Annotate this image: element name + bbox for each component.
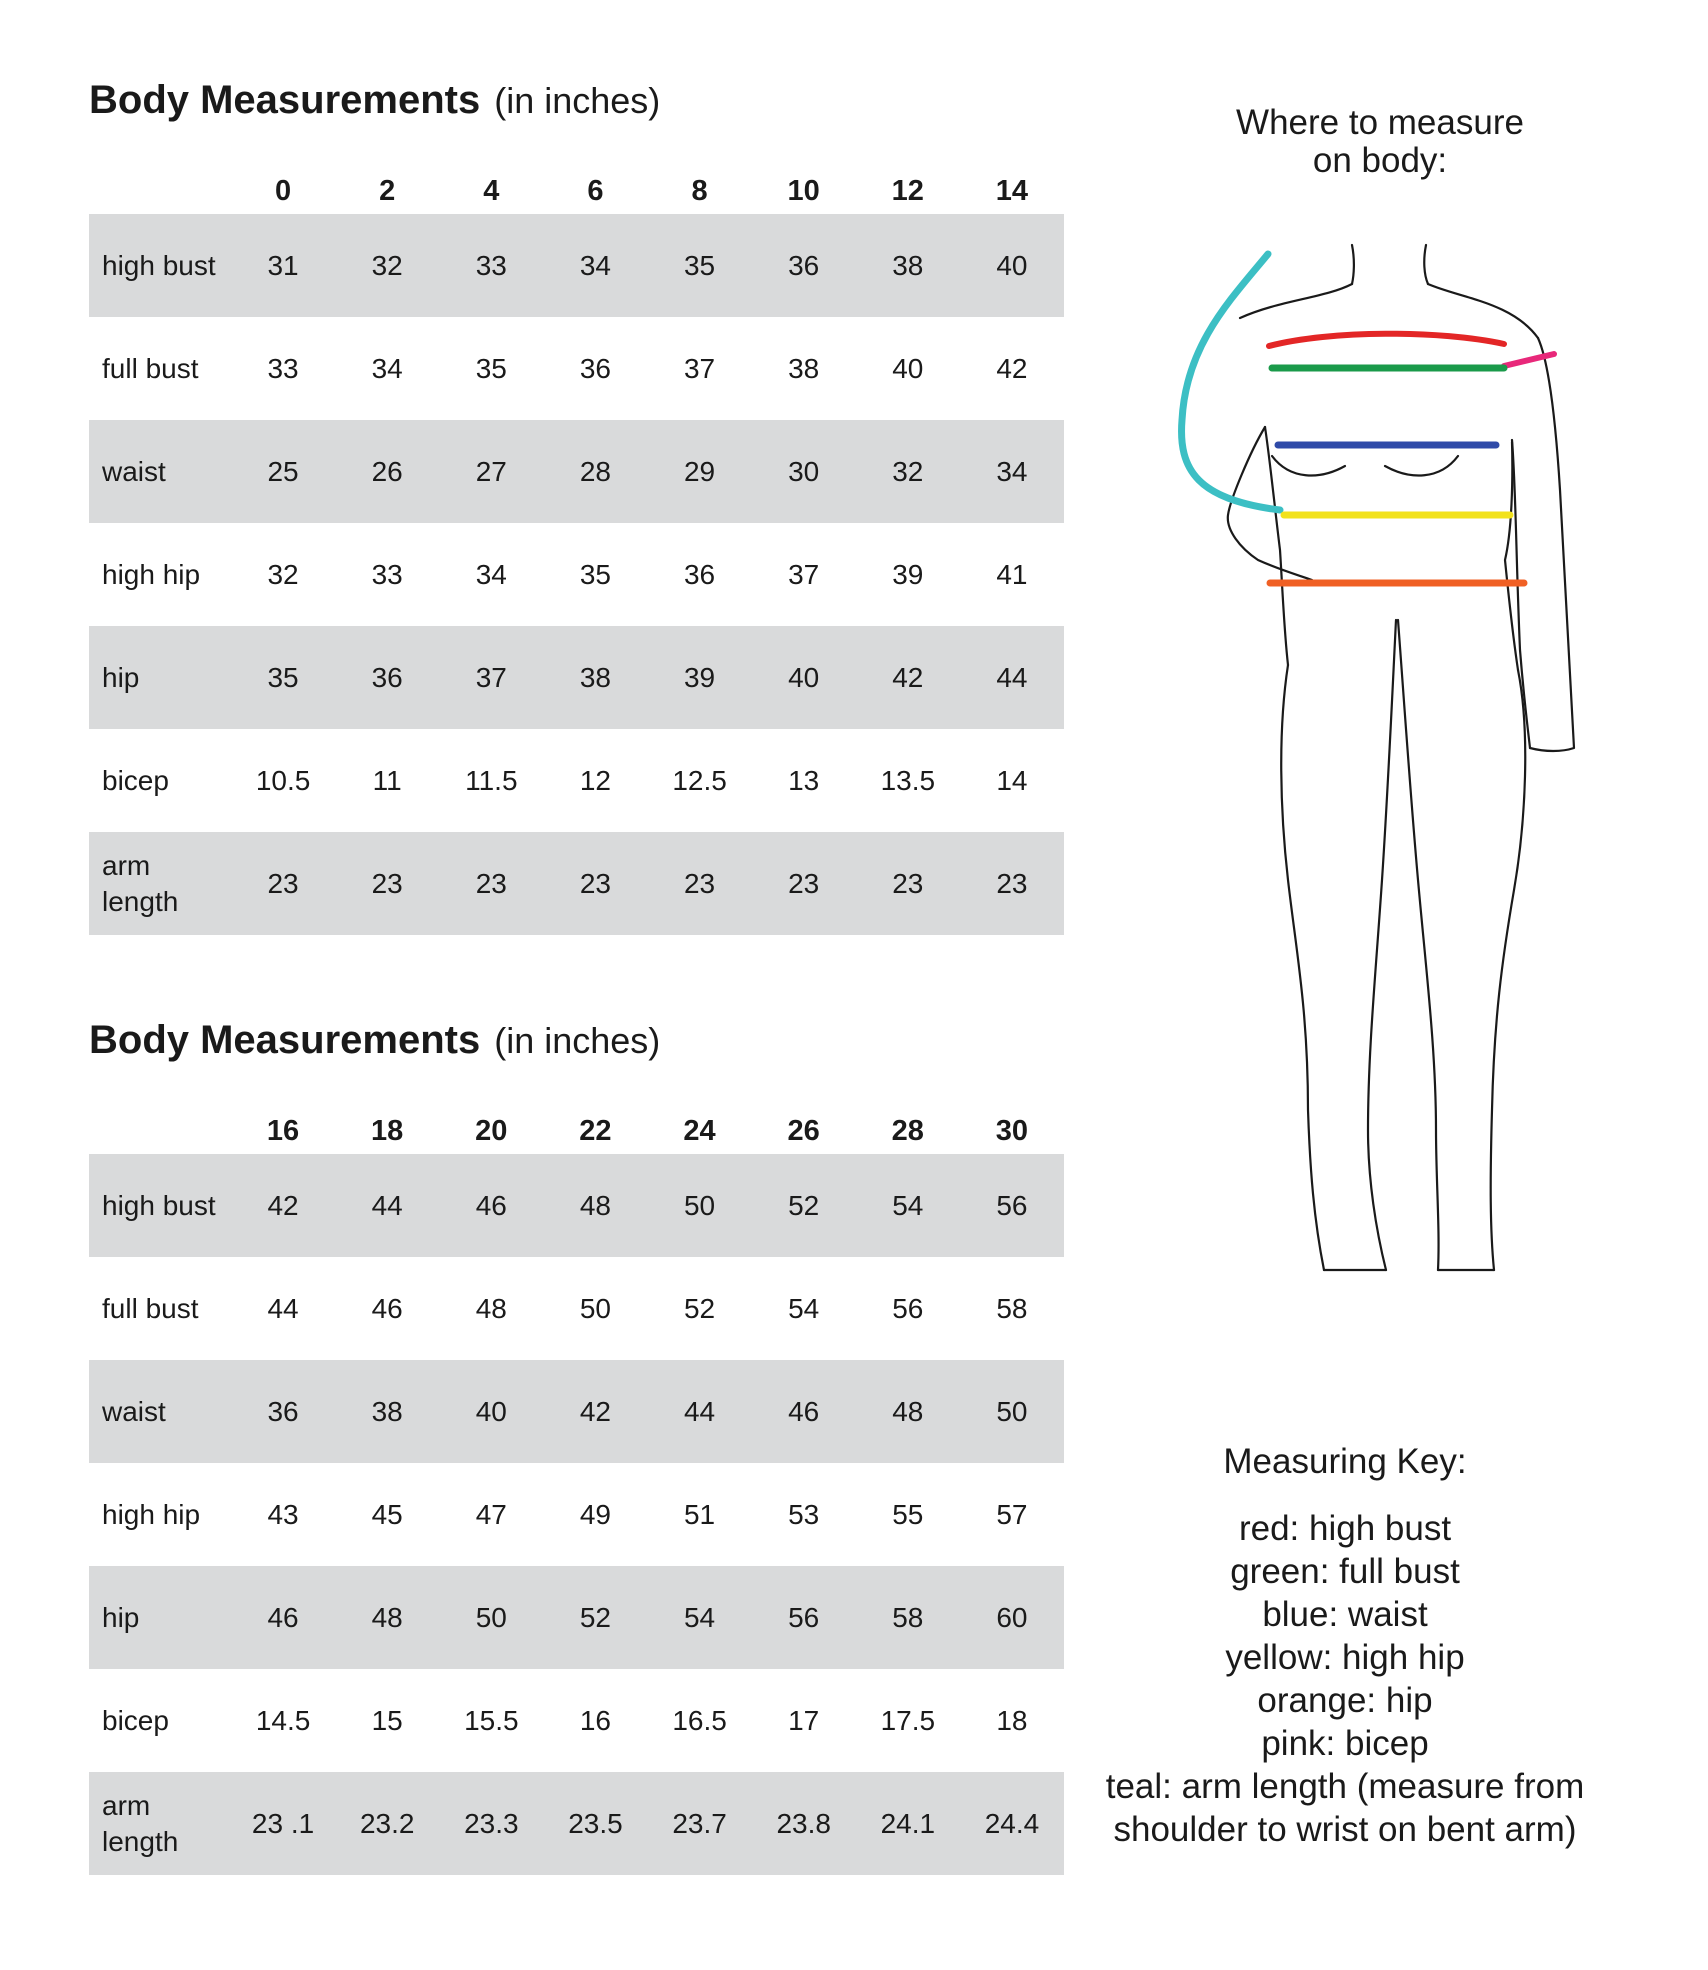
size-header: 2 [379,175,396,207]
cell-value: 56 [752,1566,856,1669]
cell-value: 38 [543,626,647,729]
cell-value: 40 [752,626,856,729]
size-header-row [89,144,1064,214]
cell-value: 58 [996,1292,1028,1324]
cell-value: 46 [752,1360,856,1463]
cell-value: 23 [543,832,647,935]
row-label [89,420,231,523]
cell-value: 56 [960,1154,1064,1257]
row-label [89,1566,231,1669]
body-figure [1100,230,1640,1370]
cell-value: 50 [579,1292,612,1324]
size-header: 12 [891,175,924,207]
cell-value: 16 [579,1704,612,1736]
cell-value: 25 [231,420,335,523]
cell-value: 39 [648,626,752,729]
cell-value: 51 [683,1498,716,1530]
table-row [89,1772,1064,1875]
table-row [89,832,1064,935]
cell-value: 48 [475,1292,507,1324]
cell-value: 35 [231,626,335,729]
row-label [89,214,231,317]
cell-value: 38 [856,214,960,317]
cell-value: 56 [892,1292,924,1324]
key-title: Measuring Key: [1223,1442,1467,1481]
cell-value: 42 [996,352,1028,384]
row-label-text: full bust [102,352,199,384]
table-row [89,214,1064,317]
cell-value: 23.7 [648,1772,752,1875]
cell-value: 33 [371,558,403,590]
cell-value: 35 [475,352,507,384]
cell-value: 34 [960,420,1064,523]
cell-value: 23 .1 [231,1772,335,1875]
cell-value: 57 [996,1498,1028,1530]
cell-value: 23 [439,832,543,935]
row-label-text: high bust [102,1189,216,1221]
cell-value: 40 [960,214,1064,317]
cell-value: 37 [683,352,716,384]
neck-right-line [1424,245,1428,284]
cell-value: 32 [335,214,439,317]
key-item-pink: pink: bicep [1261,1724,1429,1763]
row-label [89,626,231,729]
cell-value: 23 [856,832,960,935]
diagram-title-line-2: on body: [1312,141,1448,180]
cell-value: 32 [267,558,299,590]
table-row [89,1463,1064,1566]
cell-value: 11.5 [465,764,518,796]
size-table-1 [89,78,1064,935]
measurements-table [89,144,1064,935]
cell-value: 36 [231,1360,335,1463]
row-label [89,1360,231,1463]
cell-value: 42 [856,626,960,729]
right-leg-outer [1491,670,1526,1270]
cell-value: 50 [960,1360,1064,1463]
size-header: 30 [995,1115,1029,1147]
row-label [89,317,231,420]
table-row [89,1360,1064,1463]
key-item-red: red: high bust [1238,1509,1452,1548]
cell-value: 15.5 [464,1704,519,1736]
table-row [89,1566,1064,1669]
high-bust-line [1269,334,1504,346]
cell-value: 45 [371,1498,403,1530]
cell-value: 30 [752,420,856,523]
cell-value: 60 [960,1566,1064,1669]
cell-value: 31 [231,214,335,317]
cell-value: 23 [335,832,439,935]
row-label-text: waist [102,455,166,487]
cell-value: 41 [996,558,1028,590]
cell-value: 18 [996,1704,1028,1736]
cell-value: 39 [892,558,924,590]
cell-value: 33 [267,352,299,384]
cell-value: 37 [439,626,543,729]
cell-value: 17.5 [880,1704,936,1736]
cell-value: 37 [788,558,820,590]
table-title-unit: (in inches) [494,80,661,121]
size-header: 8 [691,175,708,207]
table-title-main: Body Measurements [89,1018,481,1062]
row-label-text: waist [102,1395,166,1427]
row-label-text: arm length [102,849,179,917]
cell-value: 38 [788,352,820,384]
cell-value: 10.5 [255,764,311,796]
cell-value: 23 [960,832,1064,935]
cell-value: 27 [439,420,543,523]
cell-value: 14.5 [255,1704,311,1736]
cell-value: 28 [543,420,647,523]
diagram-title [1175,104,1585,180]
cell-value: 36 [579,352,612,384]
cell-value: 24.1 [856,1772,960,1875]
left-leg-inner [1368,620,1396,1270]
size-header: 16 [266,1115,300,1147]
row-label [89,1154,231,1257]
cell-value: 48 [856,1360,960,1463]
cell-value: 54 [648,1566,752,1669]
diagram-title-line-1: Where to measure [1236,103,1524,142]
size-header: 26 [787,1115,820,1147]
row-label-text: hip [102,1601,140,1633]
cell-value: 14 [996,764,1028,796]
cell-value: 13 [788,764,820,796]
cell-value: 44 [960,626,1064,729]
size-header: 14 [995,175,1029,207]
cell-value: 11 [372,764,402,796]
left-leg-outer [1281,665,1324,1270]
table-title [89,1018,1064,1084]
cell-value: 23 [648,832,752,935]
cell-value: 26 [335,420,439,523]
bra-right-cup [1385,456,1458,475]
row-label-text: bicep [102,764,169,796]
cell-value: 24.4 [960,1772,1064,1875]
arm-length-line [1182,254,1280,510]
cell-value: 23 [231,832,335,935]
cell-value: 36 [752,214,856,317]
right-arm-inner-line [1512,440,1530,748]
table-row [89,523,1064,626]
table-row [89,420,1064,523]
row-label-text: high hip [102,558,201,590]
row-label-text: bicep [102,1704,169,1736]
cell-value: 44 [648,1360,752,1463]
cell-value: 33 [439,214,543,317]
key-item-teal: teal: arm length (measure from [1105,1767,1585,1806]
table-title [89,78,1064,144]
cell-value: 50 [648,1154,752,1257]
right-leg-inner [1398,620,1439,1270]
cell-value: 16.5 [672,1704,727,1736]
cell-value: 44 [267,1292,299,1324]
cell-value: 52 [543,1566,647,1669]
cell-value: 55 [892,1498,924,1530]
cell-value: 40 [892,352,924,384]
body-outline [1228,245,1574,1270]
right-shoulder-line [1428,284,1538,338]
row-label-text: high hip [102,1498,201,1530]
row-label-text: hip [102,661,140,693]
cell-value: 23.3 [439,1772,543,1875]
cell-value: 23.5 [543,1772,647,1875]
size-header: 20 [475,1115,508,1147]
measuring-key [1080,1440,1610,1851]
table-row [89,1669,1064,1772]
cell-value: 40 [439,1360,543,1463]
size-header-row [89,1084,1064,1154]
key-item-orange: orange: hip [1257,1681,1433,1720]
cell-value: 58 [856,1566,960,1669]
cell-value: 38 [335,1360,439,1463]
row-label [89,1772,231,1875]
cell-value: 32 [856,420,960,523]
header-corner [89,1084,231,1154]
cell-value: 48 [335,1566,439,1669]
row-label [89,1257,231,1360]
bra-left-cup [1272,456,1345,475]
measurements-table [89,1084,1064,1875]
cell-value: 53 [788,1498,820,1530]
table-row [89,1154,1064,1257]
cell-value: 47 [475,1498,507,1530]
cell-value: 34 [543,214,647,317]
table-title-main: Body Measurements [89,78,481,122]
cell-value: 36 [335,626,439,729]
row-label [89,729,231,832]
key-item-blue: blue: waist [1262,1595,1428,1634]
row-label [89,523,231,626]
row-label [89,832,231,935]
table-title-unit: (in inches) [494,1020,661,1061]
cell-value: 44 [335,1154,439,1257]
table-row [89,1257,1064,1360]
size-header: 10 [787,175,820,207]
table-row [89,626,1064,729]
cell-value: 52 [752,1154,856,1257]
cell-value: 52 [683,1292,716,1324]
cell-value: 34 [475,558,507,590]
cell-value: 46 [231,1566,335,1669]
header-corner [89,144,231,214]
size-header: 4 [483,175,500,207]
row-label-text: full bust [102,1292,199,1324]
cell-value: 50 [439,1566,543,1669]
table-row [89,317,1064,420]
size-header: 24 [683,1115,716,1147]
size-header: 22 [579,1115,612,1147]
cell-value: 23.8 [752,1772,856,1875]
cell-value: 34 [371,352,403,384]
cell-value: 35 [648,214,752,317]
row-label-text: high bust [102,249,216,281]
cell-value: 17 [788,1704,820,1736]
cell-value: 48 [543,1154,647,1257]
size-table-2 [89,1018,1064,1875]
cell-value: 49 [579,1498,612,1530]
cell-value: 23 [752,832,856,935]
cell-value: 23.2 [335,1772,439,1875]
right-arm-outer-line [1530,338,1574,751]
key-item-green: green: full bust [1230,1552,1460,1591]
left-shoulder-line [1240,284,1352,318]
cell-value: 54 [788,1292,820,1324]
size-header: 0 [274,175,292,207]
cell-value: 46 [371,1292,403,1324]
cell-value: 12 [579,764,612,796]
size-header: 18 [371,1115,404,1147]
cell-value: 35 [579,558,612,590]
cell-value: 54 [856,1154,960,1257]
row-label [89,1669,231,1772]
size-header: 28 [891,1115,924,1147]
cell-value: 46 [439,1154,543,1257]
key-item-yellow: yellow: high hip [1225,1638,1465,1677]
cell-value: 15 [371,1704,403,1736]
key-item-teal-note: shoulder to wrist on bent arm) [1113,1810,1577,1849]
cell-value: 42 [543,1360,647,1463]
row-label-text: arm length [102,1789,179,1857]
row-label [89,1463,231,1566]
cell-value: 13.5 [880,764,936,796]
cell-value: 12.5 [672,764,727,796]
table-row [89,729,1064,832]
cell-value: 36 [683,558,716,590]
cell-value: 29 [648,420,752,523]
cell-value: 42 [231,1154,335,1257]
cell-value: 43 [267,1498,299,1530]
size-header: 6 [587,175,604,207]
neck-left-line [1352,245,1354,284]
